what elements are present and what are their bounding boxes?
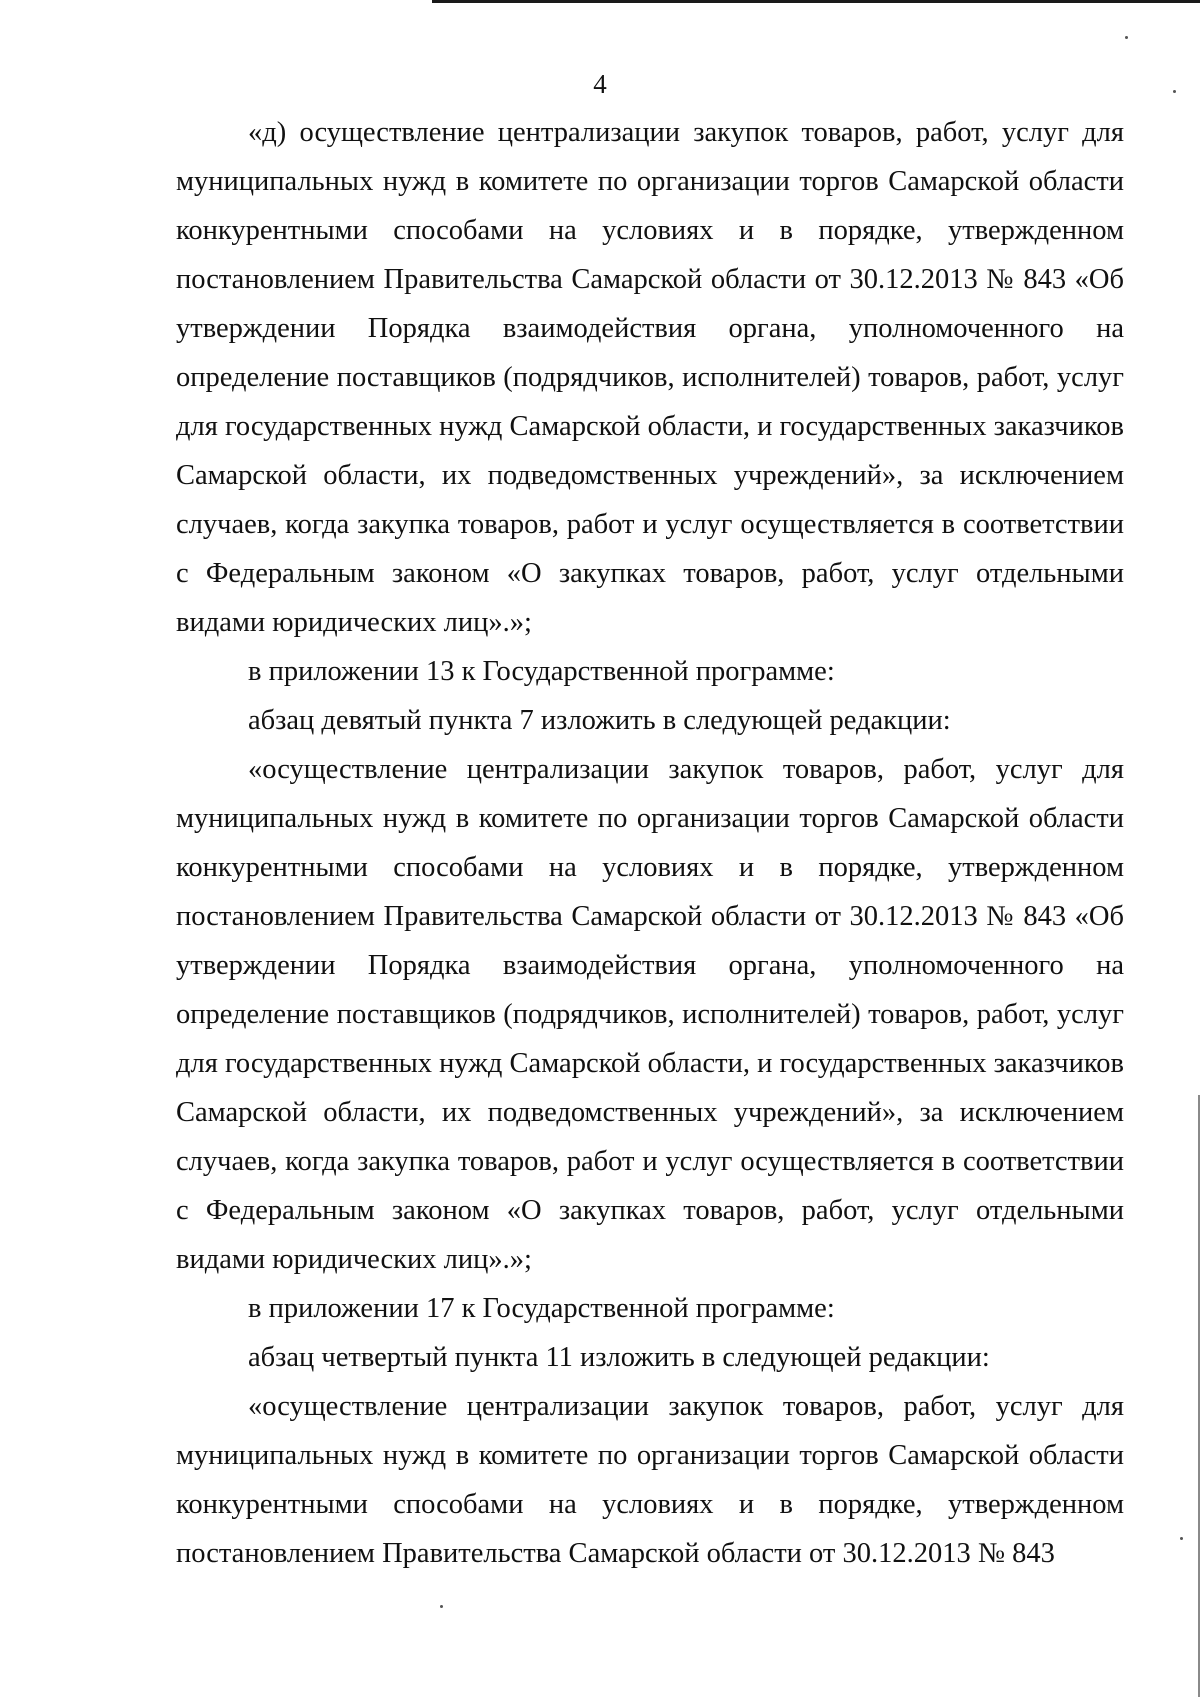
scan-speck	[1125, 36, 1128, 39]
clause-7-new-text: «осуществление централизации закупок товаров, работ, услуг для муниципальных нужд в комитете по организации торгов Самарской области конкурентными способами на условиях и в порядке, утвержденном постановлением Правительства Самарской области от 30.12.2013 № 843 «Об утверждении Порядка взаимодействия органа, уполномоченного на определение поставщиков (подрядчиков, исполнителей) товаров, работ, услуг для государственных нужд Самарской области, и государственных заказчиков Самарской области, их подведомственных учреждений», за исключением случаев, когда закупка товаров, работ и услуг осуществляется в соответствии с Федеральным законом «О закупках товаров, работ, услуг отдельными видами юридических лиц».»;	[176, 754, 1125, 1275]
clause-7-instruction: абзац девятый пункта 7 изложить в следующей редакции:	[248, 705, 951, 736]
top-edge-line	[432, 0, 1200, 3]
clause-11-new-text: «осуществление централизации закупок товаров, работ, услуг для муниципальных нужд в комитете по организации торгов Самарской области конкурентными способами на условиях и в порядке, утвержденном постановлением Правительства Самарской области от 30.12.2013 № 843	[176, 1391, 1124, 1569]
appendix-17-heading: в приложении 17 к Государственной программе:	[248, 1293, 835, 1324]
amendment-paragraph-d: «д) осуществление централизации закупок товаров, работ, услуг для муниципальных нужд в комитете по организации торгов Самарской области конкурентными способами на условиях и в порядке, утвержденном постановлением Правительства Самарской области от 30.12.2013 № 843 «Об утверждении Порядка взаимодействия органа, уполномоченного на определение поставщиков (подрядчиков, исполнителей) товаров, работ, услуг для государственных нужд Самарской области, и государственных заказчиков Самарской области, их подведомственных учреждений», за исключением случаев, когда закупка товаров, работ и услуг осуществляется в соответствии с Федеральным законом «О закупках товаров, работ, услуг отдельными видами юридических лиц».»;	[176, 117, 1125, 638]
page-number: 4	[593, 69, 607, 99]
appendix-13-heading: в приложении 13 к Государственной программе:	[248, 656, 835, 687]
clause-11-instruction: абзац четвертый пункта 11 изложить в следующей редакции:	[248, 1342, 990, 1373]
document-body	[176, 108, 1124, 1578]
scan-speck	[1180, 1537, 1183, 1540]
scan-speck	[440, 1605, 443, 1608]
